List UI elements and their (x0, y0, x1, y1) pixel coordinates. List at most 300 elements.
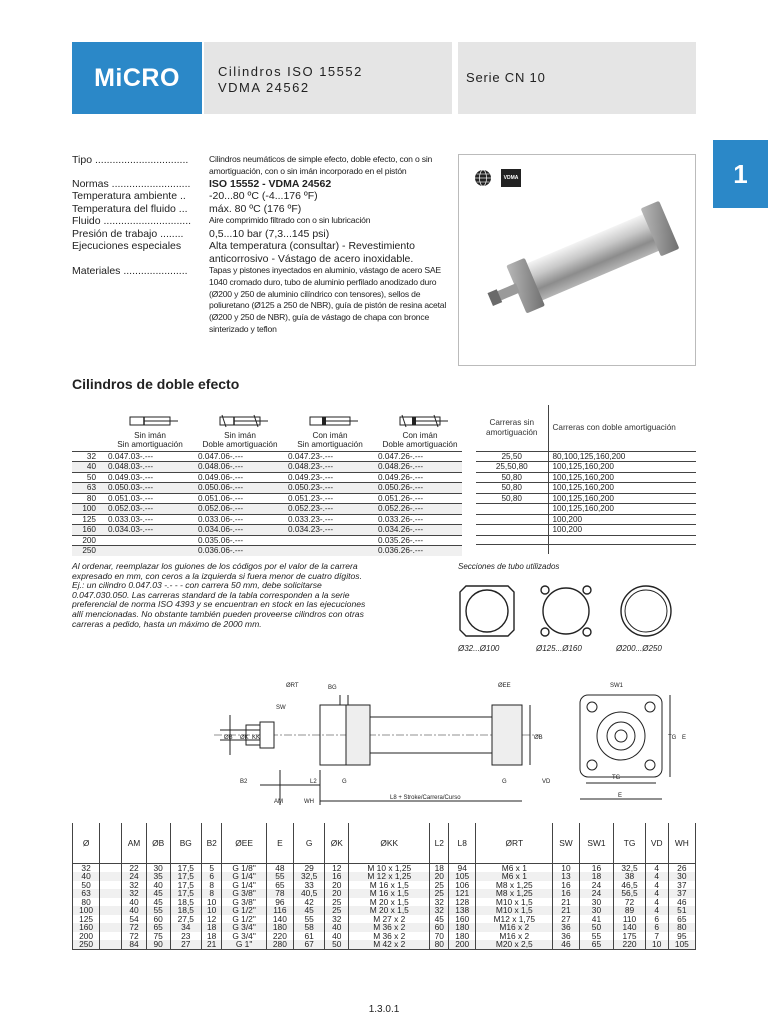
strokes-header-b: Carreras con doble amortiguación (552, 422, 676, 432)
dims-cell: 32 (430, 906, 449, 915)
strokes-row (476, 451, 696, 462)
dims-cell: 61 (293, 932, 324, 941)
code-cell: 0.050.06-.--- (192, 483, 282, 494)
dims-cell: 48 (266, 863, 293, 872)
spec-row (72, 228, 454, 241)
dims-header-cell: ØRT (476, 823, 553, 863)
technical-drawing (200, 675, 696, 815)
dims-cell: 41 (579, 915, 614, 924)
codes-header: Sin imán Sin amortiguación (102, 405, 192, 451)
stroke-cell: 100,200 (548, 514, 696, 525)
spec-list (72, 154, 454, 336)
code-cell: 0.050.03-.--- (102, 483, 192, 494)
code-cell: 0.035.26-.--- (372, 535, 462, 546)
codes-header-row (72, 405, 462, 451)
strokes-row (476, 483, 696, 494)
code-cell: 0.034.23-.--- (282, 525, 372, 536)
dims-cell: 60 (430, 923, 449, 932)
dims-cell: M12 x 1,75 (476, 915, 553, 924)
dims-header-cell: TG (614, 823, 645, 863)
code-cell (282, 546, 372, 556)
dims-cell: 26 (668, 863, 695, 872)
dims-cell: 21 (201, 940, 221, 949)
dims-cell: 80 (73, 898, 100, 907)
dims-cell: M 12 x 1,25 (349, 872, 430, 881)
dims-cell: 46 (553, 940, 579, 949)
cushioned-cylinder-symbol-icon (210, 414, 270, 428)
dims-cell: 18,5 (170, 898, 201, 907)
dims-cell: 37 (668, 889, 695, 898)
dims-cell: 33 (293, 881, 324, 890)
dims-spacer (100, 823, 122, 863)
bore-cell: 200 (72, 535, 102, 546)
dims-header-cell: VD (645, 823, 668, 863)
dims-cell: 38 (614, 872, 645, 881)
tube-profile-square-icon (460, 586, 514, 636)
stroke-cell (476, 514, 548, 525)
dims-cell: 65 (146, 923, 170, 932)
dims-cell: M6 x 1 (476, 872, 553, 881)
code-cell: 0.034.26-.--- (372, 525, 462, 536)
dimensions-table (72, 823, 696, 950)
dims-cell: 25 (430, 889, 449, 898)
svg-text:ØRT: ØRT (286, 683, 299, 689)
title-line-1: Cilindros ISO 15552 (218, 64, 363, 79)
dims-cell: 106 (449, 881, 476, 890)
codes-row (72, 514, 462, 525)
code-cell: 0.047.06-.--- (192, 451, 282, 462)
dims-cell: 46 (668, 898, 695, 907)
dims-cell: 116 (266, 906, 293, 915)
stroke-cell (476, 535, 548, 545)
dims-cell: 65 (266, 881, 293, 890)
code-cell: 0.050.23-.--- (282, 483, 372, 494)
svg-text:ØEE: ØEE (498, 683, 511, 689)
svg-text:B2: B2 (240, 779, 248, 785)
dims-cell: 12 (325, 863, 349, 872)
dims-cell: M 16 x 1,5 (349, 889, 430, 898)
dims-cell: 220 (614, 940, 645, 949)
svg-text:SW: SW (276, 705, 286, 711)
code-cell: 0.048.26-.--- (372, 462, 462, 473)
dims-header-cell: SW1 (579, 823, 614, 863)
dims-cell: 8 (201, 889, 221, 898)
dims-spacer (100, 872, 122, 881)
dims-spacer (100, 889, 122, 898)
codes-row (72, 472, 462, 483)
dims-cell: 4 (645, 906, 668, 915)
dims-cell: 55 (266, 872, 293, 881)
dims-cell: 70 (430, 932, 449, 941)
dims-cell: 36 (553, 932, 579, 941)
dims-header-cell: E (266, 823, 293, 863)
dims-cell: 40 (146, 881, 170, 890)
stroke-cell: 100,125,160,200 (548, 504, 696, 515)
svg-text:WH: WH (304, 799, 314, 805)
dims-cell: 10 (201, 898, 221, 907)
spec-row (72, 154, 454, 178)
tubes-title: Secciones de tubo utilizados (458, 562, 560, 571)
dims-cell: 180 (449, 923, 476, 932)
codes-header: Con imán Doble amortiguación (372, 405, 462, 451)
code-cell: 0.033.06-.--- (192, 514, 282, 525)
dims-cell: 16 (553, 889, 579, 898)
spec-label: Presión de trabajo ........ (72, 227, 184, 240)
tube-caption: Ø32...Ø100 (458, 644, 500, 653)
dims-cell: 6 (201, 872, 221, 881)
dims-cell: 40 (325, 932, 349, 941)
svg-text:KK: KK (252, 735, 261, 741)
dims-cell: 36 (553, 923, 579, 932)
spec-row (72, 265, 454, 336)
bore-cell: 160 (72, 525, 102, 536)
dims-cell: 4 (645, 898, 668, 907)
stroke-cell: 100,125,160,200 (548, 462, 696, 473)
dims-cell: 4 (645, 889, 668, 898)
dims-spacer (100, 863, 122, 872)
dims-cell: 30 (579, 898, 614, 907)
tube-sections (456, 578, 696, 644)
dims-cell: 34 (170, 923, 201, 932)
svg-text:E: E (618, 793, 623, 799)
strokes-header-a: Carreras sin amortiguación (476, 405, 548, 451)
code-cell: 0.047.23-.--- (282, 451, 372, 462)
dims-cell: 12 (201, 915, 221, 924)
stroke-cell: 50,80 (476, 483, 548, 494)
bore-cell: 40 (72, 462, 102, 473)
svg-text:L2: L2 (310, 779, 317, 785)
code-cell (102, 546, 192, 556)
dims-cell: 32 (122, 889, 147, 898)
dims-cell: 55 (579, 932, 614, 941)
dims-cell: 45 (293, 906, 324, 915)
spec-label: Tipo ................................ (72, 154, 189, 166)
dims-cell: 175 (614, 932, 645, 941)
cylinder-illustration (459, 155, 697, 367)
stroke-cell: 100,125,160,200 (548, 483, 696, 494)
svg-text:AM: AM (274, 799, 283, 805)
dims-cell: 30 (146, 863, 170, 872)
dims-cell: 90 (146, 940, 170, 949)
dims-cell: 27,5 (170, 915, 201, 924)
dims-cell: G 1" (222, 940, 266, 949)
dims-cell: 24 (122, 872, 147, 881)
dims-cell: 280 (266, 940, 293, 949)
dims-cell: M 16 x 1,5 (349, 881, 430, 890)
dims-cell: M8 x 1,25 (476, 881, 553, 890)
code-cell: 0.034.06-.--- (192, 525, 282, 536)
dims-cell: 89 (614, 906, 645, 915)
dims-cell: 40,5 (293, 889, 324, 898)
dims-cell: G 1/2" (222, 915, 266, 924)
spec-value: Tapas y pistones inyectados en aluminio, vástago de acero SAE 1040 cromado duro, tubo de aluminio perfilado anodizado duro (Ø200 y 250 de aluminio cilíndrico con tensores), sellos de poliuretano (Ø125 a 250 de NBR), guía de pistón de resina acetal (Ø200 y 250 de NBR), guía de vástago de chapa con bronce sinterizado y teflon (209, 265, 447, 335)
code-cell: 0.051.23-.--- (282, 493, 372, 504)
code-cell: 0.047.26-.--- (372, 451, 462, 462)
svg-text:BG: BG (328, 685, 337, 691)
strokes-row (476, 493, 696, 504)
product-photo (458, 154, 696, 366)
dims-cell: 27 (553, 915, 579, 924)
dims-cell: 95 (668, 932, 695, 941)
dims-cell: 6 (645, 915, 668, 924)
dims-cell: 40 (73, 872, 100, 881)
dims-cell: 18,5 (170, 906, 201, 915)
codes-row (72, 462, 462, 473)
dims-cell: 17,5 (170, 881, 201, 890)
strokes-row (476, 514, 696, 525)
dims-cell: G 1/2" (222, 906, 266, 915)
dims-cell: M16 x 2 (476, 932, 553, 941)
code-cell: 0.052.03-.--- (102, 504, 192, 515)
magnet-cushioned-cylinder-symbol-icon (390, 414, 450, 428)
dims-cell: 32,5 (614, 863, 645, 872)
tube-profile-rounded-icon (541, 586, 591, 636)
dims-cell: 10 (201, 906, 221, 915)
stroke-cell (548, 535, 696, 545)
dims-cell: 110 (614, 915, 645, 924)
dims-cell: 96 (266, 898, 293, 907)
dims-header-cell: BG (170, 823, 201, 863)
dims-header-cell: AM (122, 823, 147, 863)
dims-cell: 8 (201, 881, 221, 890)
dims-cell: 40 (122, 898, 147, 907)
dims-cell: G 1/4" (222, 881, 266, 890)
dims-cell: 18 (579, 872, 614, 881)
dims-cell: 23 (170, 932, 201, 941)
dims-header-cell: L8 (449, 823, 476, 863)
dims-cell: G 3/8" (222, 889, 266, 898)
dims-cell: 20 (325, 881, 349, 890)
dims-header-cell: WH (668, 823, 695, 863)
title-line-2: VDMA 24562 (218, 80, 310, 95)
dims-cell: 55 (293, 915, 324, 924)
dims-cell: 18 (201, 923, 221, 932)
dims-cell: 24 (579, 889, 614, 898)
spec-value: Alta temperatura (consultar) - Revestimiento anticorrosivo - Vástago de acero inoxidable. (209, 240, 415, 265)
dims-cell: 121 (449, 889, 476, 898)
dims-cell: 16 (553, 881, 579, 890)
code-cell: 0.051.06-.--- (192, 493, 282, 504)
svg-text:ØK: ØK (240, 735, 249, 741)
strokes-row (476, 472, 696, 483)
dims-cell: 72 (614, 898, 645, 907)
stroke-cell: 80,100,125,160,200 (548, 451, 696, 462)
vdma-badge: VDMA (501, 169, 521, 187)
header-serie: Serie CN 10 (458, 42, 696, 114)
codes-row (72, 504, 462, 515)
dims-cell: G 3/8" (222, 898, 266, 907)
code-cell: 0.034.03-.--- (102, 525, 192, 536)
codes-row (72, 525, 462, 536)
dims-cell: G 3/4" (222, 932, 266, 941)
spec-label: Temperatura del fluido ... (72, 202, 188, 215)
dims-cell: G 3/4" (222, 923, 266, 932)
dims-cell: 56,5 (614, 889, 645, 898)
dims-cell: M 10 x 1,25 (349, 863, 430, 872)
dims-cell: 65 (579, 940, 614, 949)
dims-cell: 40 (325, 923, 349, 932)
spec-label: Normas ........................... (72, 177, 191, 190)
code-cell: 0.049.26-.--- (372, 472, 462, 483)
code-cell: 0.048.06-.--- (192, 462, 282, 473)
strokes-table (476, 405, 696, 554)
spec-label: Fluido .............................. (72, 215, 192, 228)
dims-cell: 50 (325, 940, 349, 949)
code-cell: 0.051.26-.--- (372, 493, 462, 504)
dims-cell: 58 (293, 923, 324, 932)
spec-value: Aire comprimido filtrado con o sin lubricación (209, 215, 371, 226)
dims-cell: 105 (668, 940, 695, 949)
dims-cell: 180 (266, 923, 293, 932)
stroke-cell: 100,125,160,200 (548, 472, 696, 483)
dims-cell: 16 (579, 863, 614, 872)
spec-row (72, 215, 454, 228)
dims-cell: 78 (266, 889, 293, 898)
stroke-cell: 100,200 (548, 525, 696, 536)
spec-row (72, 178, 454, 191)
dims-cell: M 36 x 2 (349, 932, 430, 941)
code-cell: 0.047.03-.--- (102, 451, 192, 462)
spec-value: ISO 15552 - VDMA 24562 (209, 177, 332, 190)
dims-cell: 45 (146, 889, 170, 898)
dims-cell: M 20 x 1,5 (349, 898, 430, 907)
dims-cell: 22 (122, 863, 147, 872)
dims-cell: 29 (293, 863, 324, 872)
codes-row (72, 535, 462, 546)
dims-cell: 6 (645, 923, 668, 932)
dims-cell: 25 (430, 881, 449, 890)
dims-header-cell: ØB (146, 823, 170, 863)
stroke-cell (476, 545, 548, 555)
code-cell: 0.049.03-.--- (102, 472, 192, 483)
code-cell: 0.051.03-.--- (102, 493, 192, 504)
dims-header-cell: L2 (430, 823, 449, 863)
svg-text:ØB: ØB (534, 735, 543, 741)
spec-value: -20...80 ºC (-4...176 ºF) (209, 190, 318, 203)
dims-cell: 200 (73, 932, 100, 941)
svg-text:VD: VD (542, 779, 551, 785)
strokes-row (476, 504, 696, 515)
bore-cell: 32 (72, 451, 102, 462)
bore-cell: 50 (72, 472, 102, 483)
page-number: 1.3.0.1 (368, 1004, 400, 1015)
bore-cell: 63 (72, 483, 102, 494)
dims-cell: G 1/4" (222, 872, 266, 881)
dims-cell: 13 (553, 872, 579, 881)
stroke-cell (548, 545, 696, 555)
dims-cell: 72 (122, 923, 147, 932)
dims-cell: 5 (201, 863, 221, 872)
dims-cell: 35 (146, 872, 170, 881)
dims-cell: 27 (170, 940, 201, 949)
dims-cell: 37 (668, 881, 695, 890)
dims-cell: 65 (668, 915, 695, 924)
magnet-cylinder-symbol-icon (300, 414, 360, 428)
dims-cell: 32,5 (293, 872, 324, 881)
dims-cell: 4 (645, 872, 668, 881)
codes-header: Con imán Sin amortiguación (282, 405, 372, 451)
dims-cell: 160 (449, 915, 476, 924)
dims-cell: M 36 x 2 (349, 923, 430, 932)
dims-cell: 21 (553, 898, 579, 907)
svg-text:SW1: SW1 (610, 683, 624, 689)
dims-cell: 63 (73, 889, 100, 898)
dims-spacer (100, 923, 122, 932)
stroke-cell (476, 525, 548, 536)
dims-cell: 20 (325, 889, 349, 898)
dims-cell: 4 (645, 881, 668, 890)
spec-label: Temperatura ambiente .. (72, 190, 186, 203)
code-cell: 0.048.03-.--- (102, 462, 192, 473)
stroke-cell: 100,125,160,200 (548, 493, 696, 504)
dims-spacer (100, 898, 122, 907)
code-cell (102, 535, 192, 546)
code-cell: 0.048.23-.--- (282, 462, 372, 473)
dims-cell: G 1/8" (222, 863, 266, 872)
dims-cell: M6 x 1 (476, 863, 553, 872)
bore-cell: 80 (72, 493, 102, 504)
code-cell: 0.036.26-.--- (372, 546, 462, 556)
dims-cell: 21 (553, 906, 579, 915)
dims-cell: 10 (553, 863, 579, 872)
dims-cell: M16 x 2 (476, 923, 553, 932)
code-cell: 0.052.06-.--- (192, 504, 282, 515)
dims-cell: 160 (73, 923, 100, 932)
dims-cell: 138 (449, 906, 476, 915)
dims-cell: 18 (201, 932, 221, 941)
dims-header-cell: ØK (325, 823, 349, 863)
dims-cell: M 27 x 2 (349, 915, 430, 924)
dims-cell: 32 (430, 898, 449, 907)
svg-text:L8 + Stroke/Carrera/Curso: L8 + Stroke/Carrera/Curso (390, 795, 461, 801)
single-cylinder-symbol-icon (120, 414, 180, 428)
dims-cell: 32 (122, 881, 147, 890)
dims-spacer (100, 881, 122, 890)
header-title (204, 42, 452, 114)
dims-spacer (100, 932, 122, 941)
dims-row (73, 940, 696, 949)
codes-header-dia (72, 405, 102, 451)
code-cell: 0.049.06-.--- (192, 472, 282, 483)
code-cell: 0.052.26-.--- (372, 504, 462, 515)
stroke-cell: 25,50,80 (476, 462, 548, 473)
dims-header-cell: Ø (73, 823, 100, 863)
dims-cell: 10 (645, 940, 668, 949)
spec-row (72, 240, 454, 265)
dims-cell: 17,5 (170, 863, 201, 872)
spec-value: máx. 80 ºC (176 ºF) (209, 202, 302, 215)
dims-cell: 25 (325, 898, 349, 907)
svg-text:TG: TG (668, 735, 677, 741)
dims-cell: 128 (449, 898, 476, 907)
code-cell: 0.036.06-.--- (192, 546, 282, 556)
stroke-cell: 50,80 (476, 472, 548, 483)
spec-value: 0,5...10 bar (7,3...145 psi) (209, 227, 330, 240)
dims-cell: 42 (293, 898, 324, 907)
dims-cell: 45 (146, 898, 170, 907)
dims-cell: 250 (73, 940, 100, 949)
svg-text:E: E (682, 735, 687, 741)
dims-cell: M10 x 1,5 (476, 906, 553, 915)
dims-cell: 45 (430, 915, 449, 924)
spec-label: Ejecuciones especiales (72, 240, 182, 253)
dims-cell: 80 (430, 940, 449, 949)
code-cell: 0.050.26-.--- (372, 483, 462, 494)
strokes-row (476, 535, 696, 545)
spec-label: Materiales ...................... (72, 265, 188, 278)
svg-text:ØB: ØB (224, 735, 233, 741)
dims-cell: 16 (325, 872, 349, 881)
